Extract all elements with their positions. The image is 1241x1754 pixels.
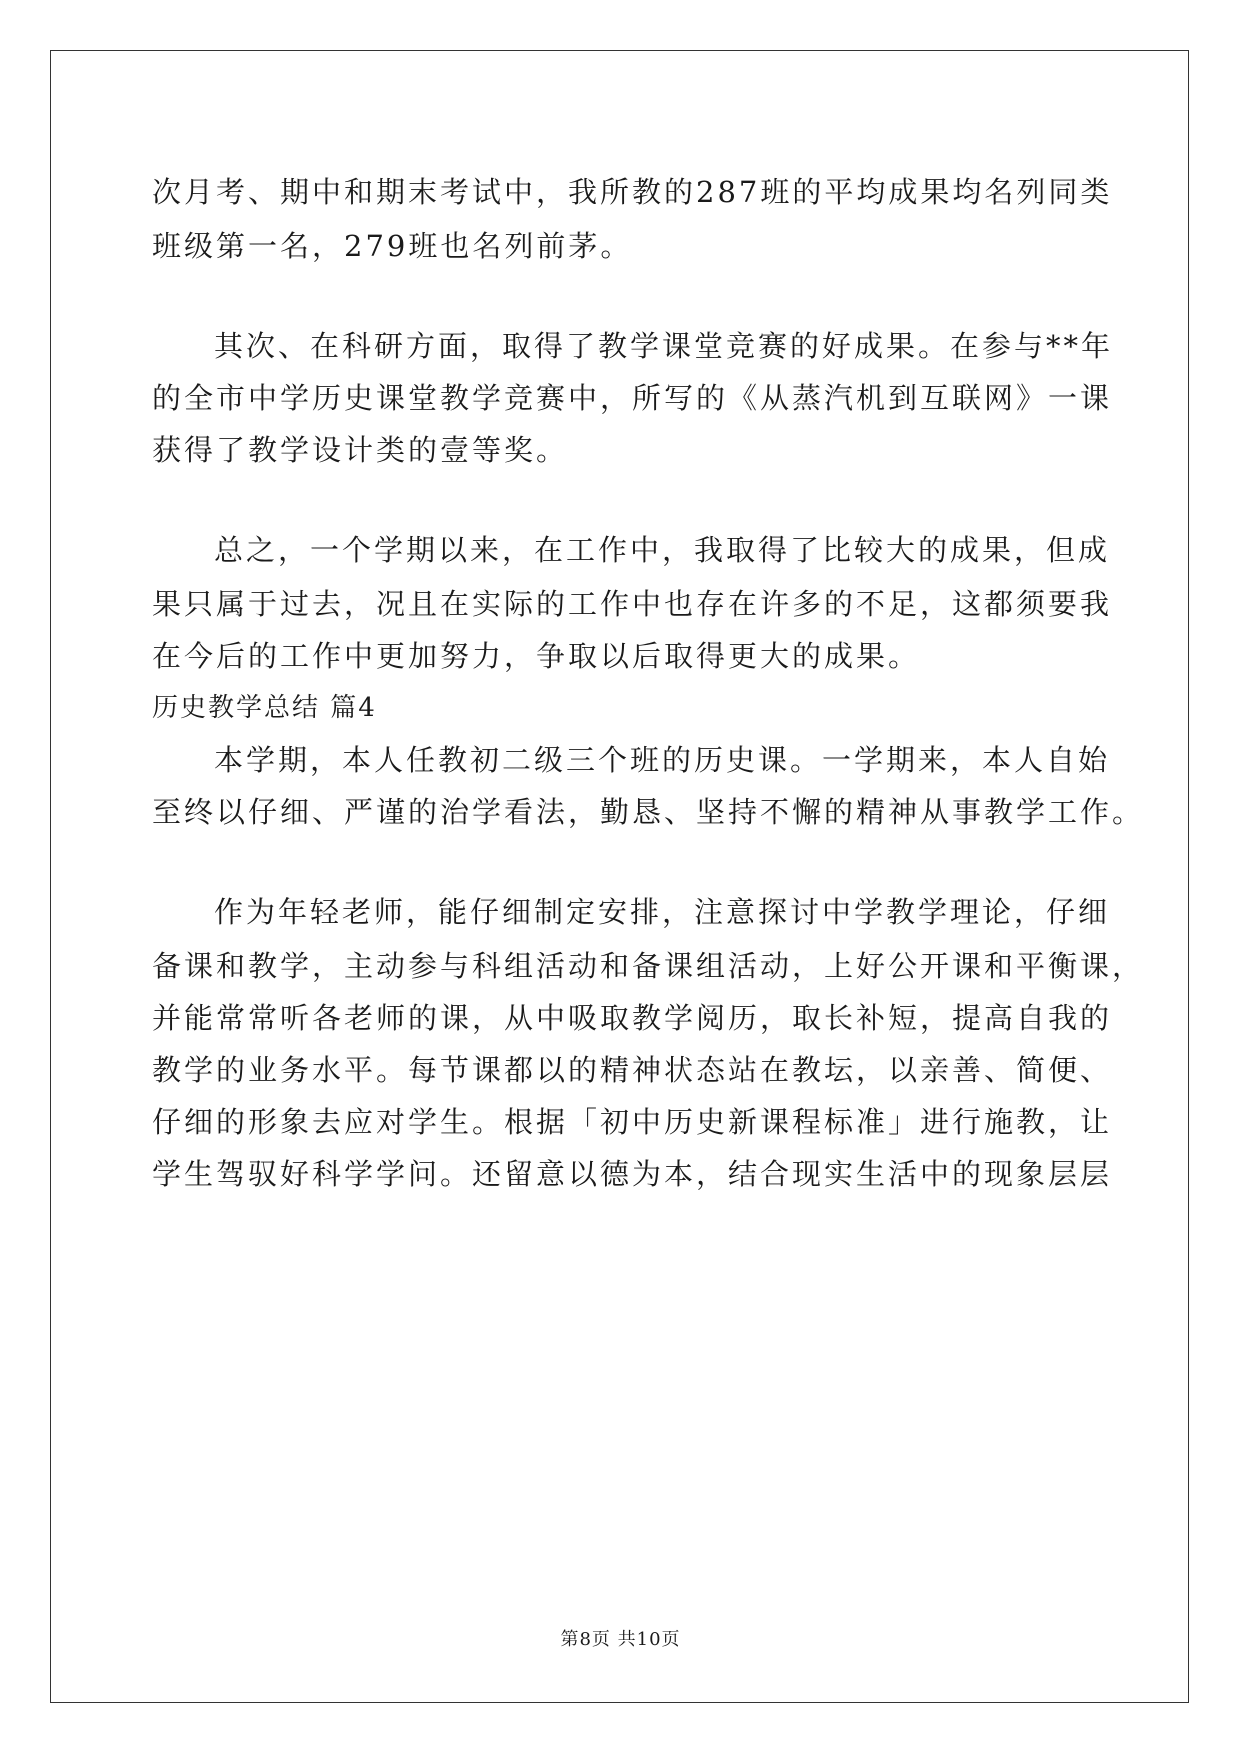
page-border xyxy=(50,50,1189,1703)
paragraph-line: 作为年轻老师，能仔细制定安排，注意探讨中学教学理论，仔细 xyxy=(214,895,1111,929)
paragraph-line: 并能常常听各老师的课，从中吸取教学阅历，取长补短，提高自我的 xyxy=(152,1001,1113,1035)
paragraph-line: 的全市中学历史课堂教学竞赛中，所写的《从蒸汽机到互联网》一课 xyxy=(152,381,1113,415)
paragraph-line: 学生驾驭好科学学问。还留意以德为本，结合现实生活中的现象层层 xyxy=(152,1157,1113,1191)
section-heading: 历史教学总结 篇4 xyxy=(152,693,377,723)
paragraph-line: 班级第一名，279班也名列前茅。 xyxy=(152,229,633,263)
paragraph-line: 获得了教学设计类的壹等奖。 xyxy=(152,433,569,467)
paragraph-line: 果只属于过去，况且在实际的工作中也存在许多的不足，这都须要我 xyxy=(152,587,1113,621)
paragraph-line: 备课和教学，主动参与科组活动和备课组活动，上好公开课和平衡课， xyxy=(152,949,1145,983)
paragraph-line: 仔细的形象去应对学生。根据「初中历史新课程标准」进行施教，让 xyxy=(152,1105,1113,1139)
paragraph-line: 至终以仔细、严谨的治学看法，勤恳、坚持不懈的精神从事教学工作。 xyxy=(152,795,1145,829)
paragraph-line: 总之，一个学期以来，在工作中，我取得了比较大的成果，但成 xyxy=(214,533,1111,567)
paragraph-line: 教学的业务水平。每节课都以的精神状态站在教坛，以亲善、简便、 xyxy=(152,1053,1113,1087)
paragraph-line: 次月考、期中和期末考试中，我所教的287班的平均成果均名列同类 xyxy=(152,175,1113,209)
paragraph-line: 其次、在科研方面，取得了教学课堂竞赛的好成果。在参与**年 xyxy=(214,329,1114,363)
paragraph-line: 在今后的工作中更加努力，争取以后取得更大的成果。 xyxy=(152,639,921,673)
paragraph-line: 本学期，本人任教初二级三个班的历史课。一学期来，本人自始 xyxy=(214,743,1111,777)
page-number-footer: 第8页 共10页 xyxy=(560,1629,681,1650)
